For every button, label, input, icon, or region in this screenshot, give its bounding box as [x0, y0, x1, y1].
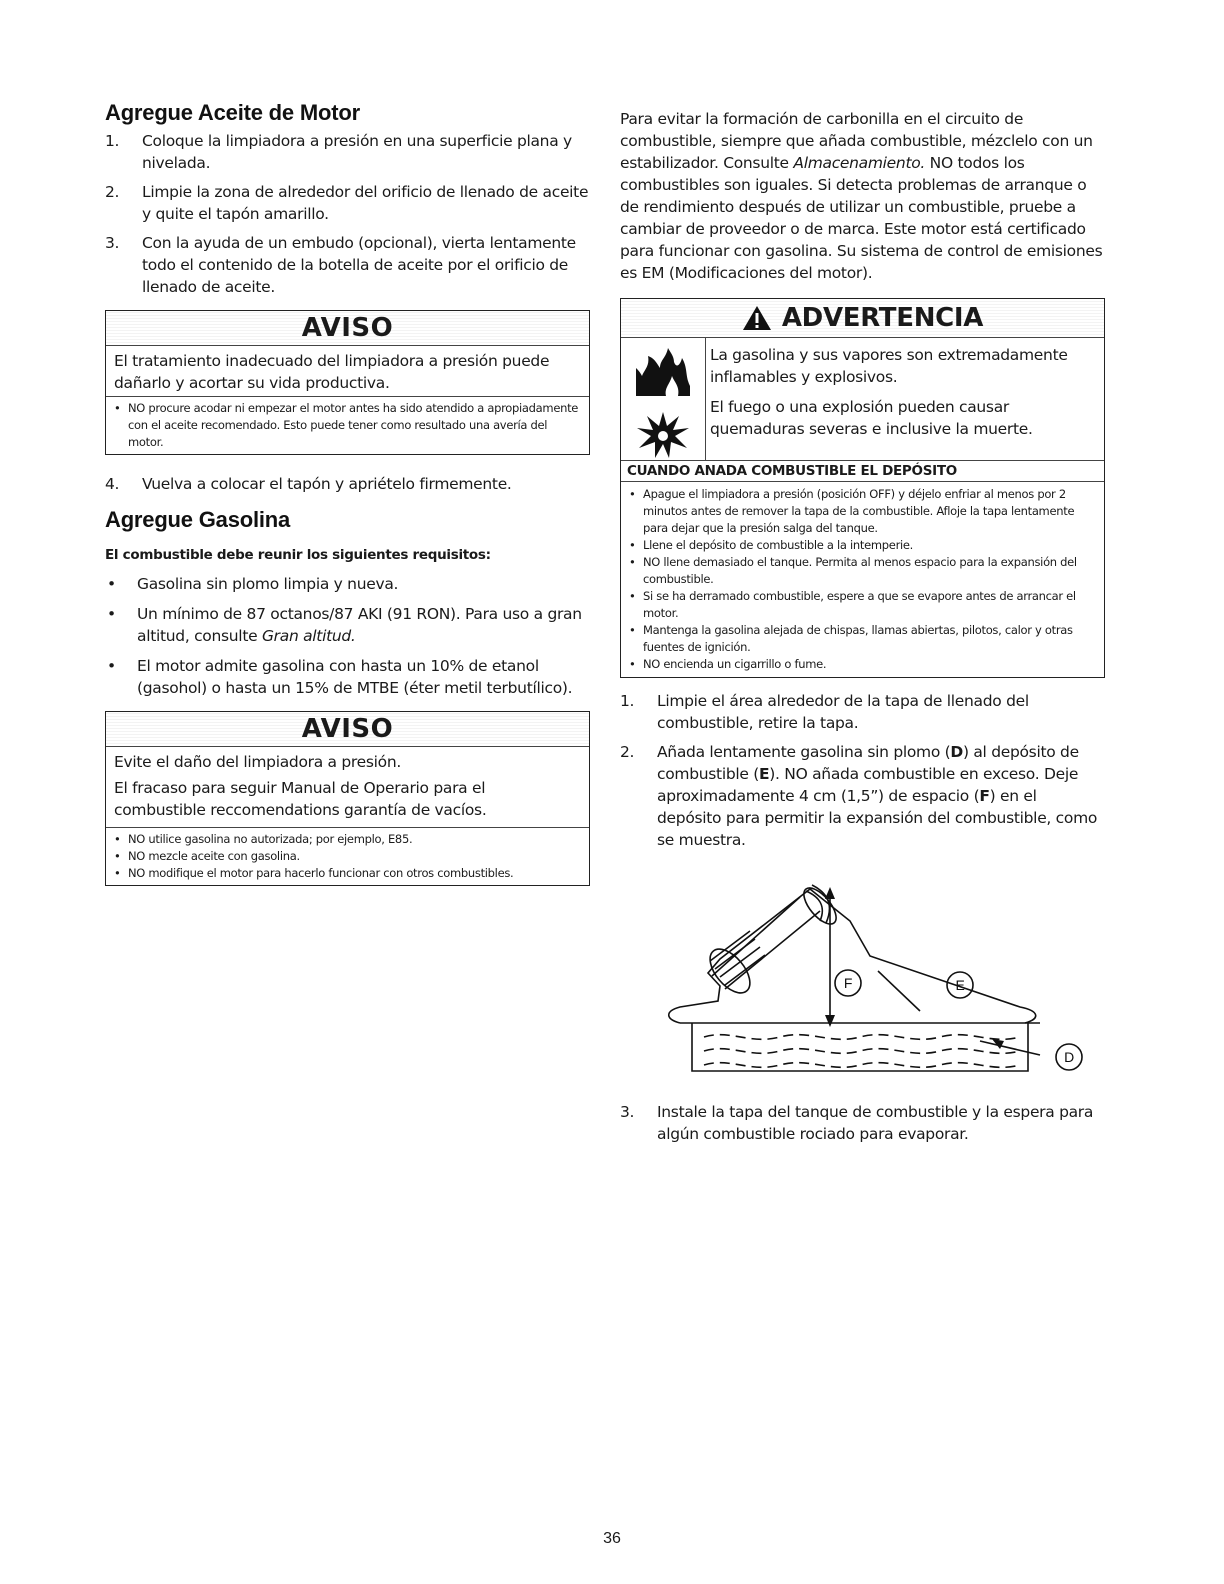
list-item: 4. Vuelva a colocar el tapón y apriételo firmemente. — [105, 475, 512, 493]
warning-header — [621, 299, 1104, 338]
list-item: 2. Añada lentamente gasolina sin plomo (D) al depósito de combustible (E). NO añada combustible en exceso. Deje aproximadamente 4 cm (1,5”) de espacio (F) en el depósito para permitir la expansión del combustible, como se muestra. — [620, 743, 1098, 849]
label-d: D — [1064, 1049, 1074, 1065]
list-item: • El motor admite gasolina con hasta un 10% de etanol (gasohol) o hasta un 15% de MTBE (éter metil terbutílico). — [105, 655, 590, 699]
notice-box-oil — [105, 310, 590, 455]
warning-hazard-row — [621, 338, 1104, 461]
explosion-icon — [635, 408, 691, 460]
left-column — [105, 100, 590, 886]
list-item: • NO procure acodar ni empezar el motor antes ha sido atendido a apropiadamente con el aceite recomendado. Esto puede tener como resultado una avería del motor. — [114, 400, 583, 451]
fill-step-3 — [620, 1101, 1105, 1145]
right-column — [620, 108, 1105, 1152]
notice-body: El tratamiento inadecuado del limpiadora a presión puede dañarlo y acortar su vida productiva. — [106, 346, 589, 397]
list-item: • Si se ha derramado combustible, espere a que se evapore antes de arrancar el motor. — [629, 588, 1098, 622]
storage-ref: Almacenamiento. — [793, 154, 926, 172]
list-item: • NO modifique el motor para hacerlo funcionar con otros combustibles. — [114, 865, 583, 882]
list-item: 3. Con la ayuda de un embudo (opcional), vierta lentamente todo el contenido de la botella de aceite por el orificio de llenado de aceite. — [105, 234, 576, 296]
oil-heading: Agregue Aceite de Motor — [105, 100, 360, 125]
list-item: 3. Instale la tapa del tanque de combustible y la espera para algún combustible rociado para evaporar. — [620, 1103, 1094, 1143]
oil-step-4 — [105, 473, 590, 495]
warning-text: La gasolina y sus vapores son extremadamente inflamables y explosivos. El fuego o una explosión pueden causar quemaduras severas e inclusive la muerte. — [710, 346, 1068, 438]
warning-subheading: CUANDO ANADA COMBUSTIBLE EL DEPÓSITO — [621, 461, 1104, 482]
list-item: 1. Coloque la limpiadora a presión en una superficie plana y nivelada. — [105, 132, 572, 172]
list-item: • NO encienda un cigarrillo o fume. — [629, 656, 1098, 673]
notice-bullets — [106, 397, 589, 454]
list-item: • NO llene demasiado el tanque. Permita al menos espacio para la expansión del combustible. — [629, 554, 1098, 588]
notice-title: AVISO — [106, 311, 589, 346]
fuel-requirements-list — [105, 573, 590, 699]
high-altitude-ref: Gran altitud. — [261, 627, 356, 645]
notice-bullets — [106, 828, 589, 885]
oil-steps-list — [105, 130, 590, 298]
fuel-tank-illustration — [620, 861, 1090, 1091]
list-item: 2. Limpie la zona de alrededor del orificio de llenado de aceite y quite el tapón amarillo. — [105, 183, 589, 223]
label-f: F — [843, 975, 853, 991]
label-e: E — [955, 977, 965, 993]
fuel-tank-diagram — [620, 861, 1105, 1095]
fuel-intro-paragraph: Para evitar la formación de carbonilla en el circuito de combustible, siempre que añada combustible, mézclelo con un estabilizador. Consulte Almacenamiento. NO todos los combustibles son iguales. Si detecta problemas de arranque o de rendimiento después de utilizar un combustible, pruebe a cambiar de proveedor o de marca. Este motor está certificado para funcionar con gasolina. Su sistema de control de emisiones es EM (Modificaciones del motor). — [620, 110, 1103, 282]
notice-title: AVISO — [106, 712, 589, 747]
hazard-icons — [621, 338, 706, 460]
notice-body: Evite el daño del limpiadora a presión. El fracaso para seguir Manual de Operario para el combustible reccomendations garantía de vacíos. — [106, 747, 589, 828]
warning-title: ADVERTENCIA — [781, 303, 984, 333]
fuel-requirements-subhead: El combustible debe reunir los siguientes requisitos: — [105, 547, 491, 563]
list-item: 1. Limpie el área alrededor de la tapa de llenado del combustible, retire la tapa. — [620, 692, 1029, 732]
list-item: • Llene el depósito de combustible a la intemperie. — [629, 537, 1098, 554]
list-item: • Apague el limpiadora a presión (posición OFF) y déjelo enfriar al menos por 2 minutos antes de remover la tapa de la combustible. Afloje la tapa lentamente para dejar que la presión salga del tanque. — [629, 486, 1098, 537]
list-item: • Gasolina sin plomo limpia y nueva. — [105, 573, 590, 595]
fill-steps-list — [620, 690, 1105, 851]
list-item: • NO mezcle aceite con gasolina. — [114, 848, 583, 865]
notice-box-fuel — [105, 711, 590, 886]
warning-box — [620, 298, 1105, 678]
warning-bullets — [621, 482, 1104, 677]
list-item: • Un mínimo de 87 octanos/87 AKI (91 RON). Para uso a gran altitud, consulte Gran altitud. — [105, 603, 590, 647]
list-item: • Mantenga la gasolina alejada de chispas, llamas abiertas, pilotos, calor y otras fuentes de ignición. — [629, 622, 1098, 656]
flammable-fire-icon — [630, 346, 696, 398]
warning-triangle-icon — [742, 305, 772, 331]
list-item: • NO utilice gasolina no autorizada; por ejemplo, E85. — [114, 831, 583, 848]
gasoline-heading: Agregue Gasolina — [105, 507, 291, 532]
page-number: 36 — [603, 1530, 621, 1547]
